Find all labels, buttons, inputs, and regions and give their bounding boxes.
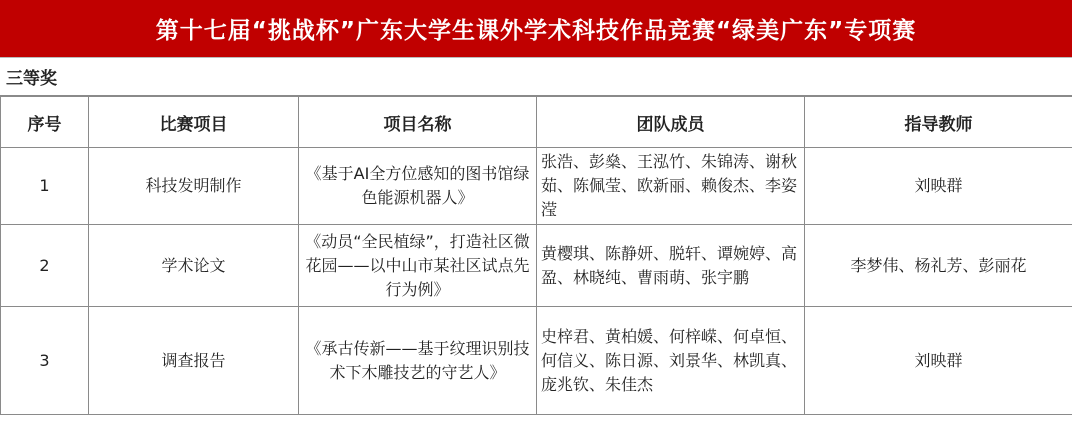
cell-category: 调查报告: [89, 307, 299, 415]
cell-category: 学术论文: [89, 225, 299, 307]
award-level-label: 三等奖: [0, 58, 1072, 96]
table-header-row: [1, 97, 1072, 148]
cell-advisor: 刘映群: [805, 307, 1072, 415]
sheet-title: 第十七届“挑战杯”广东大学生课外学术科技作品竞赛“绿美广东”专项赛: [0, 0, 1072, 58]
cell-project-name: 《基于AI全方位感知的图书馆绿色能源机器人》: [299, 148, 537, 225]
cell-number: 1: [1, 148, 89, 225]
table-row: [1, 225, 1072, 307]
table-row: [1, 148, 1072, 225]
results-table: [0, 96, 1072, 415]
header-number: 序号: [1, 97, 89, 148]
cell-project-name: 《动员“全民植绿”，打造社区微花园——以中山市某社区试点先行为例》: [299, 225, 537, 307]
cell-project-name: 《承古传新——基于纹理识别技术下木雕技艺的守艺人》: [299, 307, 537, 415]
header-project-name: 项目名称: [299, 97, 537, 148]
cell-team-members: 张浩、彭燊、王泓竹、朱锦涛、谢秋茹、陈佩莹、欧新丽、赖俊杰、李姿滢: [537, 148, 805, 225]
cell-category: 科技发明制作: [89, 148, 299, 225]
cell-advisor: 刘映群: [805, 148, 1072, 225]
header-advisor: 指导教师: [805, 97, 1072, 148]
table-row: [1, 307, 1072, 415]
header-team-members: 团队成员: [537, 97, 805, 148]
header-category: 比赛项目: [89, 97, 299, 148]
cell-team-members: 史梓君、黄柏媛、何梓嵘、何卓恒、何信义、陈日源、刘景华、林凯真、庞兆钦、朱佳杰: [537, 307, 805, 415]
cell-number: 3: [1, 307, 89, 415]
cell-team-members: 黄樱琪、陈静妍、脱轩、谭婉婷、高盈、林晓纯、曹雨萌、张宇鹏: [537, 225, 805, 307]
cell-number: 2: [1, 225, 89, 307]
cell-advisor: 李梦伟、杨礼芳、彭丽花: [805, 225, 1072, 307]
